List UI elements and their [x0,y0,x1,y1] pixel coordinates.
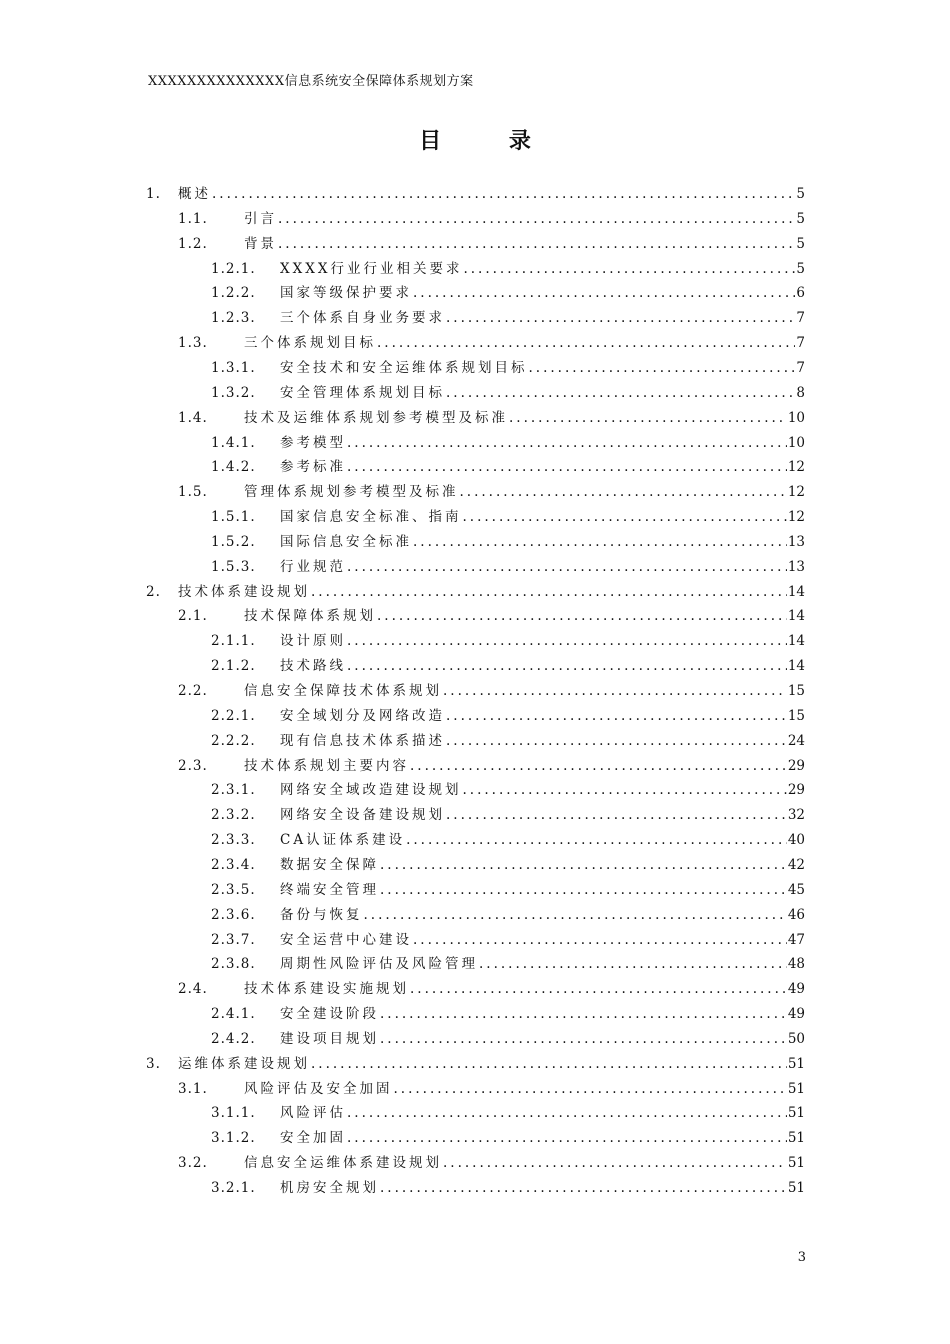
toc-entry-number: 2. [146,583,161,600]
toc-entry-title: 数据安全保障 [280,856,379,873]
toc-entry[interactable] [211,381,805,405]
toc-entry[interactable] [211,928,805,952]
toc-entry-number: 1.1. [178,210,208,227]
toc-entry-number: 2.4. [178,981,208,998]
toc-dot-leader [347,654,787,678]
toc-dot-leader [380,1176,787,1200]
toc-entry-page: 7 [796,310,805,327]
toc-entry-title: 技术及运维体系规划参考模型及标准 [244,409,508,426]
toc-dot-leader [443,679,787,703]
toc-title: 目 录 [419,128,561,154]
toc-entry-number: 3.2.1. [211,1180,256,1196]
toc-entry-number: 3.2. [178,1155,208,1172]
toc-entry-page: 6 [796,285,805,302]
toc-entry-number: 1.5. [178,484,208,501]
toc-entry-page: 12 [787,484,805,501]
toc-entry-page: 10 [787,409,805,426]
toc-dot-leader [311,1052,787,1076]
toc-entry-number: 1. [146,186,161,202]
toc-dot-leader [413,928,787,952]
toc-entry[interactable] [146,182,805,206]
toc-entry-number: 1.5.3. [211,558,256,575]
toc-entry[interactable] [178,331,805,355]
toc-entry-title: 终端安全管理 [280,881,379,898]
toc-entry-number: 2.2.2. [211,732,256,749]
toc-entry-page: 29 [787,757,805,774]
toc-entry-page: 14 [787,608,805,625]
toc-dot-leader [380,878,787,902]
toc-entry-title: 行业规范 [280,558,346,575]
toc-entry-title: 国际信息安全标准 [280,533,412,550]
toc-entry-page: 48 [787,956,805,973]
toc-entry-title: 信息安全保障技术体系规划 [244,683,442,699]
toc-entry[interactable] [178,604,805,628]
toc-dot-leader [347,1126,787,1150]
toc-dot-leader [460,480,787,504]
toc-entry-title: 风险评估及安全加固 [244,1080,393,1097]
toc-entry[interactable] [178,977,805,1001]
toc-entry-page: 51 [787,1080,805,1097]
toc-entry-page: 14 [787,583,805,600]
toc-entry[interactable] [178,207,805,231]
toc-entry-title: 设计原则 [280,633,346,650]
toc-entry-page: 15 [787,707,805,724]
toc-entry-title: 安全管理体系规划目标 [280,384,445,401]
toc-entry-number: 2.3.5. [211,881,256,898]
toc-entry-title: 风险评估 [280,1105,346,1122]
toc-dot-leader [509,406,787,430]
toc-entry-title: 安全加固 [280,1130,346,1147]
toc-entry-page: 5 [796,235,805,252]
toc-dot-leader [364,903,787,927]
toc-entry-page: 5 [796,260,805,277]
toc-entry[interactable] [178,1151,805,1175]
toc-entry-number: 2.1.2. [211,658,256,675]
toc-dot-leader [406,828,787,852]
toc-entry[interactable] [146,580,805,604]
toc-entry-number: 1.3.1. [211,359,256,376]
toc-entry-title: 现有信息技术体系描述 [280,732,445,749]
toc-entry-number: 2.3.6. [211,906,256,923]
toc-entry-page: 14 [787,633,805,650]
toc-entry[interactable] [211,1002,805,1026]
toc-entry[interactable] [211,629,805,653]
toc-entry-title: CA认证体系建设 [280,832,406,849]
toc-dot-leader [380,1002,787,1026]
toc-dot-leader [446,704,787,728]
page-number: 3 [797,1250,806,1265]
toc-dot-leader [212,182,795,206]
toc-entry[interactable] [211,952,805,976]
toc-dot-leader [413,281,795,305]
toc-entry-number: 2.2.1. [211,707,256,724]
document-header: XXXXXXXXXXXXXX信息系统安全保障体系规划方案 [148,74,474,89]
toc-entry[interactable] [211,281,805,305]
toc-entry-number: 2.3.7. [211,931,256,948]
toc-entry-title: 背景 [244,235,277,252]
toc-entry-page: 5 [796,210,805,227]
toc-dot-leader [278,232,795,256]
toc-dot-leader [347,1101,787,1125]
toc-entry-number: 2.2. [178,683,208,699]
toc-entry-page: 10 [787,434,805,451]
toc-entry-page: 32 [787,807,805,824]
toc-entry-page: 51 [787,1155,805,1172]
toc-entry[interactable] [146,1052,805,1076]
toc-entry-title: 备份与恢复 [280,906,363,923]
toc-entry-title: 国家信息安全标准、指南 [280,509,462,526]
toc-entry[interactable] [211,1176,805,1200]
toc-entry-title: 技术保障体系规划 [244,608,376,625]
toc-entry-number: 3.1.1. [211,1105,256,1122]
toc-dot-leader [479,952,787,976]
toc-entry-page: 14 [787,658,805,675]
toc-entry-page: 24 [787,732,805,749]
toc-entry[interactable] [178,480,805,504]
toc-entry-title: 运维体系建设规划 [178,1055,310,1072]
toc-dot-leader [410,754,787,778]
toc-entry-title: 信息安全运维体系建设规划 [244,1155,442,1172]
toc-dot-leader [463,505,787,529]
toc-entry-number: 3. [146,1055,161,1072]
toc-entry[interactable] [211,356,805,380]
toc-entry-page: 5 [796,186,805,202]
toc-entry-title: 技术体系建设规划 [178,583,310,600]
toc-dot-leader [446,729,787,753]
toc-entry-page: 51 [787,1130,805,1147]
toc-entry[interactable] [178,1077,805,1101]
toc-entry-number: 1.5.2. [211,533,256,550]
toc-entry-title: 三个体系自身业务要求 [280,310,445,327]
toc-dot-leader [529,356,796,380]
toc-entry-number: 2.3.3. [211,832,256,849]
toc-entry-title: 安全技术和安全运维体系规划目标 [280,359,528,376]
toc-entry-number: 2.3.1. [211,782,256,799]
toc-entry[interactable] [211,257,805,281]
toc-dot-leader [446,381,795,405]
toc-entry-number: 1.3. [178,335,208,352]
toc-entry-page: 42 [787,856,805,873]
toc-entry-title: 安全建设阶段 [280,1006,379,1023]
toc-entry-number: 1.4. [178,409,208,426]
toc-entry-number: 2.1. [178,608,208,625]
toc-entry-title: 技术体系规划主要内容 [244,757,409,774]
toc-entry-title: 引言 [244,210,277,227]
toc-dot-leader [377,604,787,628]
toc-entry-title: 国家等级保护要求 [280,285,412,302]
toc-entry[interactable] [211,431,805,455]
toc-entry-number: 2.3.8. [211,956,256,973]
toc-entry-page: 8 [796,384,805,401]
toc-entry-number: 2.4.2. [211,1030,256,1047]
toc-entry-title: XXXX行业行业相关要求 [280,260,463,277]
toc-entry-page: 50 [787,1030,805,1047]
toc-entry-page: 46 [787,906,805,923]
toc-entry[interactable] [211,729,805,753]
toc-entry-title: 网络安全域改造建设规划 [280,782,462,799]
toc-entry-page: 45 [787,881,805,898]
toc-entry[interactable] [211,1101,805,1125]
toc-entry[interactable] [211,455,805,479]
toc-entry-title: 安全域划分及网络改造 [280,707,445,724]
toc-entry-number: 1.4.1. [211,434,256,451]
toc-dot-leader [311,580,787,604]
toc-dot-leader [394,1077,787,1101]
toc-entry-title: 安全运营中心建设 [280,931,412,948]
toc-entry-page: 29 [787,782,805,799]
toc-entry-number: 1.5.1. [211,509,256,526]
toc-dot-leader [278,207,795,231]
toc-entry-number: 3.1.2. [211,1130,256,1147]
toc-entry-page: 49 [787,981,805,998]
toc-entry-title: 建设项目规划 [280,1030,379,1047]
toc-entry[interactable] [178,232,805,256]
toc-entry-number: 2.3.2. [211,807,256,824]
toc-entry-number: 1.2.1. [211,260,256,277]
toc-entry-title: 三个体系规划目标 [244,335,376,352]
toc-entry[interactable] [178,406,805,430]
toc-entry[interactable] [178,754,805,778]
toc-entry-title: 参考模型 [280,434,346,451]
toc-entry-page: 49 [787,1006,805,1023]
toc-entry-title: 技术体系建设实施规划 [244,981,409,998]
toc-entry[interactable] [211,555,805,579]
toc-dot-leader [413,530,787,554]
toc-entry[interactable] [211,704,805,728]
toc-entry[interactable] [211,505,805,529]
toc-dot-leader [446,306,795,330]
toc-entry-page: 40 [787,832,805,849]
toc-entry[interactable] [211,654,805,678]
toc-entry[interactable] [211,1126,805,1150]
toc-dot-leader [446,803,787,827]
toc-entry[interactable] [178,679,805,703]
toc-entry[interactable] [211,1027,805,1051]
toc-dot-leader [443,1151,787,1175]
toc-entry-title: 参考标准 [280,459,346,476]
toc-entry-title: 网络安全设备建设规划 [280,807,445,824]
toc-entry-page: 51 [787,1055,805,1072]
toc-entry-number: 1.3.2. [211,384,256,401]
toc-entry-number: 2.3. [178,757,208,774]
toc-entry[interactable] [211,803,805,827]
toc-dot-leader [463,257,795,281]
toc-entry-page: 12 [787,509,805,526]
toc-entry-number: 1.2.3. [211,310,256,327]
toc-entry-page: 13 [787,558,805,575]
toc-entry-page: 7 [796,359,805,376]
toc-entry-page: 51 [787,1180,805,1196]
toc-dot-leader [410,977,787,1001]
toc-entry-title: 机房安全规划 [280,1180,379,1196]
toc-entry-number: 3.1. [178,1080,208,1097]
toc-entry-page: 15 [787,683,805,699]
toc-entry-page: 7 [796,335,805,352]
toc-entry-number: 1.2.2. [211,285,256,302]
toc-dot-leader [380,853,787,877]
toc-entry-title: 技术路线 [280,658,346,675]
toc-dot-leader [463,778,787,802]
toc-entry[interactable] [211,878,805,902]
toc-entry-number: 1.2. [178,235,208,252]
toc-entry-title: 概述 [178,186,211,202]
toc-entry-title: 管理体系规划参考模型及标准 [244,484,459,501]
toc-entry[interactable] [211,778,805,802]
toc-entry-number: 2.1.1. [211,633,256,650]
toc-entry-title: 周期性风险评估及风险管理 [280,956,478,973]
toc-entry[interactable] [211,853,805,877]
toc-entry-number: 1.4.2. [211,459,256,476]
toc-dot-leader [377,331,795,355]
toc-entry-page: 47 [787,931,805,948]
toc-entry[interactable] [211,306,805,330]
toc-dot-leader [347,555,787,579]
toc-entry-page: 51 [787,1105,805,1122]
toc-entry[interactable] [211,530,805,554]
toc-entry[interactable] [211,828,805,852]
toc-dot-leader [380,1027,787,1051]
toc-entry[interactable] [211,903,805,927]
toc-entry-number: 2.4.1. [211,1006,256,1023]
toc-dot-leader [347,455,787,479]
toc-entry-page: 12 [787,459,805,476]
toc-dot-leader [347,431,787,455]
toc-entry-number: 2.3.4. [211,856,256,873]
toc-entry-page: 13 [787,533,805,550]
toc-dot-leader [347,629,787,653]
